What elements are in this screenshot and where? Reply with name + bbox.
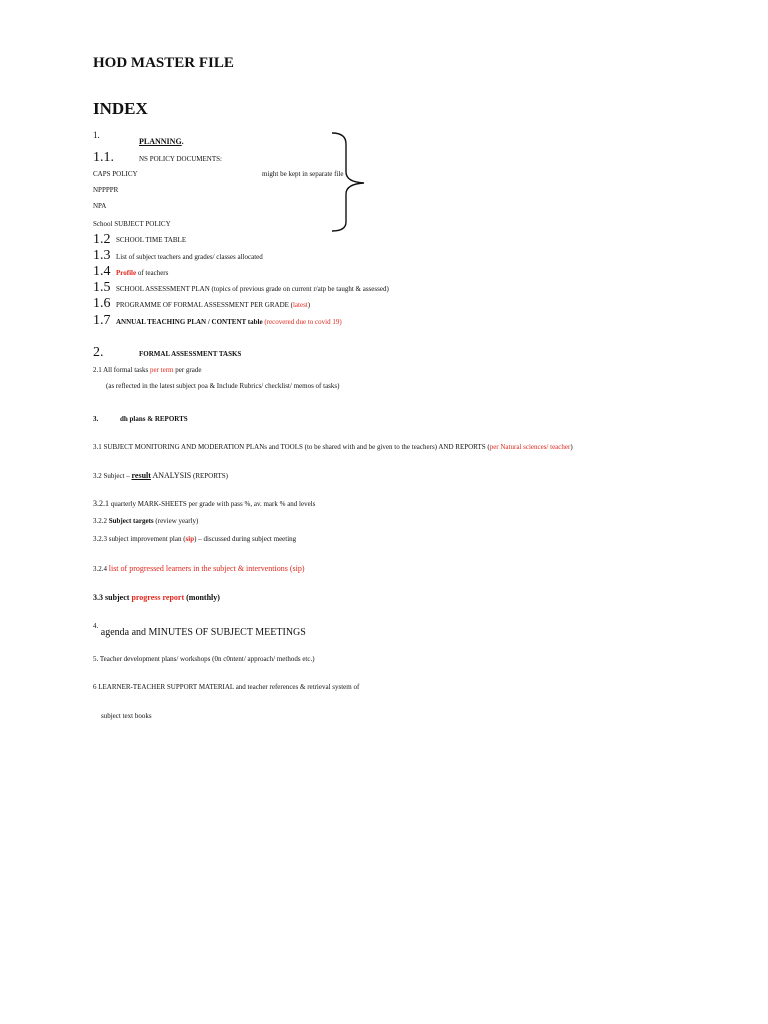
school-subject-policy: School SUBJECT POLICY xyxy=(93,220,171,228)
item-3-2-1 xyxy=(93,500,315,508)
item-2-1-main: 2.1 All formal tasks xyxy=(93,366,150,374)
covid-note: (recovered due to covid 19) xyxy=(264,318,342,326)
item-3-3-main: 3.3 subject xyxy=(93,593,132,602)
item-3-2 xyxy=(93,472,228,480)
item-1-5-number: 1.5 xyxy=(93,280,111,295)
item-1-6-end: ) xyxy=(307,301,311,309)
subject-targets-label: Subject targets xyxy=(108,517,154,525)
item-3-2-3-main: 3.2.3 subject improvement plan ( xyxy=(93,535,186,543)
planning-label: PLANNING xyxy=(139,137,182,146)
item-3-2-4 xyxy=(93,565,304,573)
item-2-1-note: (as reflected in the latest subject poa & Include Rubrics/ checklist/ memos of tasks) xyxy=(106,382,340,390)
profile-suffix: of teachers xyxy=(136,269,169,277)
curly-brace xyxy=(328,130,372,234)
item-3-2-2-end: (review yearly) xyxy=(153,517,199,525)
item-1-2-number: 1.2 xyxy=(93,232,111,247)
item-1-4-number: 1.4 xyxy=(93,264,111,279)
item-1-7-main: ANNUAL TEACHING PLAN / CONTENT table xyxy=(116,318,265,326)
item-3-2-2 xyxy=(93,518,198,525)
analysis-label: ANALYSIS xyxy=(150,471,192,480)
item-3-2-3-end: ) – discussed during subject meeting xyxy=(194,535,297,543)
item-3-1 xyxy=(93,444,573,451)
per-term-label: per term xyxy=(149,366,174,374)
item-3-2-2-number: 3.2.2 xyxy=(93,517,109,525)
section-4-number: 4. xyxy=(93,622,99,630)
section-5: 5. Teacher development plans/ workshops (0n c0ntent/ approach/ methods etc.) xyxy=(93,655,315,663)
section-2-number: 2. xyxy=(93,345,104,360)
npa: NPA xyxy=(93,202,107,210)
item-1-6-text xyxy=(116,302,310,309)
item-3-1-main: 3.1 SUBJECT MONITORING AND MODERATION PLANs and TOOLS (to be shared with and be given to the teachers) AND REPORTS ( xyxy=(93,443,490,451)
item-3-3-end: (monthly) xyxy=(184,593,220,602)
item-2-1-end: per grade xyxy=(173,366,202,374)
heading-suffix: . xyxy=(181,137,184,146)
result-label: result xyxy=(131,471,151,480)
item-1-4-text xyxy=(116,270,168,277)
item-1-5-text: SCHOOL ASSESSMENT PLAN (topics of previous grade on current r/atp be taught & assessed) xyxy=(116,285,389,293)
caps-policy: CAPS POLICY xyxy=(93,170,138,178)
item-1-7-number: 1.7 xyxy=(93,313,111,328)
section-6-sub: subject text books xyxy=(101,712,152,720)
item-3-2-main: 3.2 Subject – xyxy=(93,472,132,480)
item-1-1-number: 1.1. xyxy=(93,150,114,165)
item-3-2-1-number: 3.2.1 xyxy=(93,499,109,508)
index-heading: INDEX xyxy=(93,99,148,118)
section-1-number: 1. xyxy=(93,130,100,140)
natural-sciences-label: per Natural sciences/ teacher xyxy=(489,443,571,451)
item-1-3-number: 1.3 xyxy=(93,248,111,263)
item-3-3 xyxy=(93,594,220,602)
latest-label: latest xyxy=(292,301,308,309)
document-title: HOD MASTER FILE xyxy=(93,55,234,71)
item-1-2-text: SCHOOL TIME TABLE xyxy=(116,236,187,244)
brace-note: might be kept in separate file xyxy=(262,170,344,178)
section-3-heading: dh plans & REPORTS xyxy=(120,415,188,423)
progressed-learners-label: list of progressed learners in the subject & interventions (sip) xyxy=(108,564,305,573)
item-1-3-text: List of subject teachers and grades/ classes allocated xyxy=(116,253,263,261)
section-3-number: 3. xyxy=(93,415,99,423)
item-1-1-text: NS POLICY DOCUMENTS: xyxy=(139,155,222,163)
section-2-heading: FORMAL ASSESSMENT TASKS xyxy=(139,350,242,358)
section-4 xyxy=(93,623,306,639)
item-1-6-number: 1.6 xyxy=(93,296,111,311)
section-4-text: agenda and MINUTES OF SUBJECT MEETINGS xyxy=(98,627,306,638)
item-1-7-text xyxy=(116,319,342,326)
item-3-2-3 xyxy=(93,536,296,543)
section-1-heading xyxy=(139,138,184,146)
profile-label: Profile xyxy=(116,269,137,277)
item-2-1 xyxy=(93,367,201,374)
item-3-2-end: (REPORTS) xyxy=(191,472,228,480)
item-3-2-1-text: quarterly MARK-SHEETS per grade with pass %, av. mark % and levels xyxy=(109,500,316,508)
progress-report-label: progress report xyxy=(131,593,185,602)
item-3-2-4-number: 3.2.4 xyxy=(93,565,109,573)
section-6: 6 LEARNER-TEACHER SUPPORT MATERIAL and teacher references & retrieval system of xyxy=(93,683,360,691)
sip-label: sip xyxy=(185,535,195,543)
item-3-1-end: ) xyxy=(570,443,573,451)
item-1-6-main: PROGRAMME OF FORMAL ASSESSMENT PER GRADE ( xyxy=(116,301,293,309)
npppr: NPPPPR xyxy=(93,186,119,194)
